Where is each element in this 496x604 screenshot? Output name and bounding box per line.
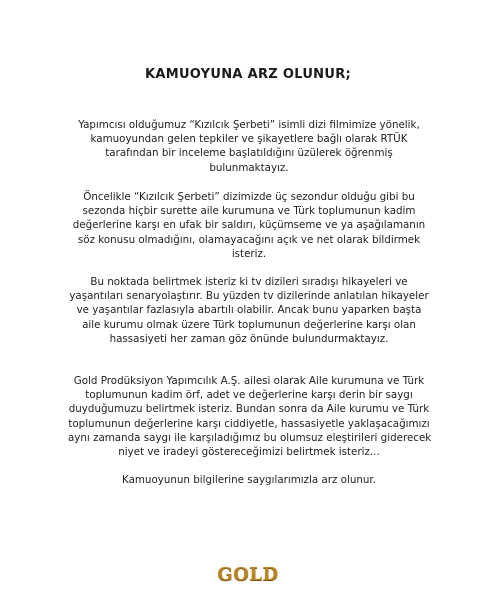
- paragraph-3: [68, 275, 430, 346]
- document-title: KAMUOYUNA ARZ OLUNUR;: [144, 67, 352, 82]
- paragraph-line: Öncelikle “Kızılcık Şerbeti” dizimizde üç sezondur olduğu gibi bu: [83, 191, 415, 203]
- paragraph-line: tarafından bir inceleme başlatıldığını üzülerek öğrenmiş: [105, 147, 393, 160]
- paragraph-line: aile kurumu olmak üzere Türk toplumunun değerlerine karşı olan: [82, 318, 416, 331]
- paragraph-line: toplumunun değerlerine karşı ciddiyetle, hassasiyetle yaklaşacağımızı: [68, 417, 430, 430]
- paragraph-line: isteriz.: [231, 247, 267, 260]
- paragraph-line: söz konusu olmadığını, olamayacağını açık ve net olarak bildirmek: [77, 233, 421, 246]
- paragraph-line: toplumunun kadim örf, adet ve değerlerine karşı derin bir saygı: [85, 389, 413, 402]
- paragraph-5: [68, 473, 430, 487]
- paragraph-line: Yapımcısı olduğumuz “Kızılcık Şerbeti” isimli dizi filmimize yönelik,: [78, 119, 420, 131]
- paragraph-line: niyet ve iradeyi göstereceğimizi belirtmek isteriz...: [118, 446, 380, 459]
- paragraph-line: değerlerine karşı en ufak bir saldırı, küçümseme ve ya aşağılamanın: [72, 219, 426, 232]
- paragraph-line: duyduğumuzu belirtmek isteriz. Bundan sonra da Aile kurumu ve Türk: [68, 403, 430, 416]
- paragraph-line: Bu noktada belirtmek isteriz ki tv dizileri sıradışı hikayeleri ve: [90, 276, 408, 288]
- paragraph-4: [68, 374, 430, 459]
- paragraph-line: sezonda hiçbir surette aile kurumuna ve Türk toplumunun kadim: [82, 205, 416, 218]
- paragraph-line: yaşantıları senaryolaştırır. Bu yüzden tv dizilerinde anlatılan hikayeler: [69, 290, 429, 303]
- paragraph-1: [68, 118, 430, 175]
- paragraph-line: bulunmaktayız.: [209, 161, 289, 174]
- paragraph-line: hassasiyeti her zaman göz önünde bulundurmaktayız.: [109, 332, 389, 345]
- paragraph-line: aynı zamanda saygı ile karşıladığımız bu olumsuz eleştirileri giderecek: [68, 431, 432, 444]
- gold-logo: GOLD: [217, 564, 279, 585]
- paragraph-line: Gold Prodüksiyon Yapımcılık A.Ş. ailesi olarak Aile kurumuna ve Türk: [73, 375, 425, 387]
- paragraph-2: [68, 190, 430, 261]
- closing-line: Kamuoyunun bilgilerine saygılarımızla arz olunur.: [122, 474, 376, 486]
- paragraph-line: ve yaşantılar fazlasıyla abartılı olabilir. Ancak bunu yaparken başta: [76, 304, 422, 317]
- paragraph-line: kamuoyundan gelen tepkiler ve şikayetlere bağlı olarak RTÜK: [90, 133, 408, 146]
